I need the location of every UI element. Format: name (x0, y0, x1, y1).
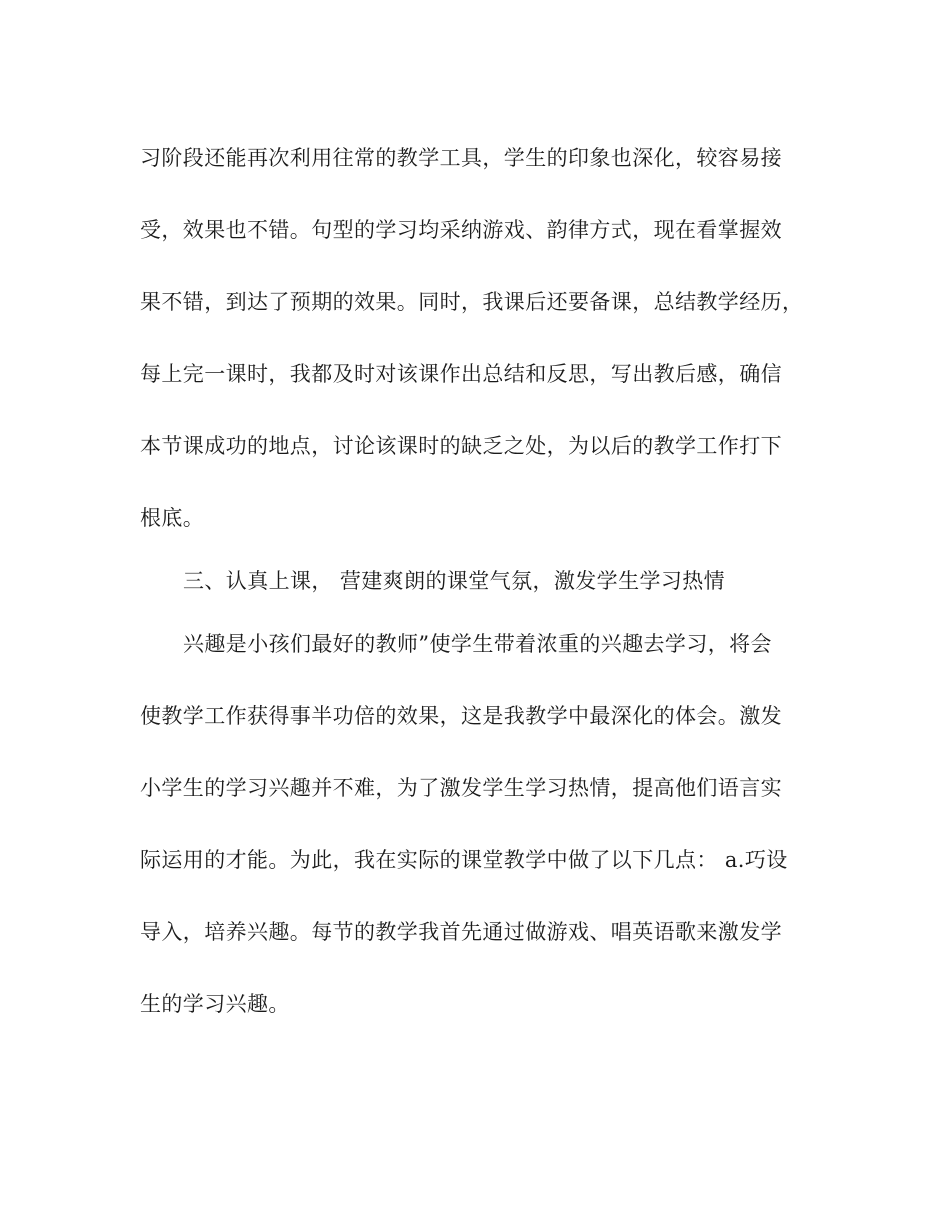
paragraph-line-6: 根底。 (140, 506, 205, 530)
paragraph-line-12: 生的学习兴趣。 (140, 992, 290, 1016)
paragraph-line-10: 际运用的才能。为此，我在实际的课堂教学中做了以下几点： a.巧设 (140, 848, 788, 872)
section-heading: 三、认真上课， 营建爽朗的课堂气氛，激发学生学习热情 (183, 569, 726, 593)
paragraph-line-11: 导入，培养兴趣。每节的教学我首先通过做游戏、唱英语歌来激发学 (140, 920, 782, 944)
paragraph-line-5: 本节课成功的地点，讨论该课时的缺乏之处，为以后的教学工作打下 (140, 434, 782, 458)
paragraph-line-8: 使教学工作获得事半功倍的效果，这是我教学中最深化的体会。激发 (140, 704, 782, 728)
paragraph-line-9: 小学生的学习兴趣并不难，为了激发学生学习热情，提高他们语言实 (140, 776, 782, 800)
paragraph-line-1: 习阶段还能再次利用往常的教学工具，学生的印象也深化，较容易接 (140, 146, 782, 170)
paragraph-line-3: 果不错，到达了预期的效果。同时，我课后还要备课，总结教学经历， (140, 290, 804, 314)
paragraph-line-2: 受，效果也不错。句型的学习均采纳游戏、韵律方式，现在看掌握效 (140, 218, 782, 242)
paragraph-line-7: 兴趣是小孩们最好的教师”使学生带着浓重的兴趣去学习，将会 (183, 632, 772, 656)
paragraph-line-4: 每上完一课时，我都及时对该课作出总结和反思，写出教后感，确信 (140, 362, 782, 386)
